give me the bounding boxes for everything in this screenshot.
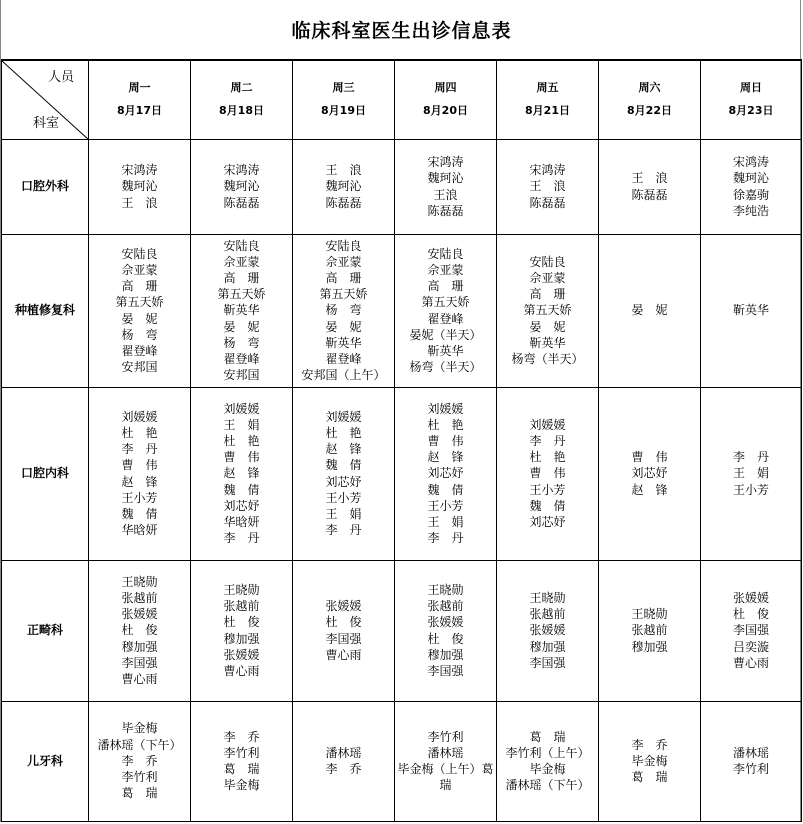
header-row: [2, 60, 802, 139]
schedule-cell: 宋鸿涛 王 浪 陈磊磊: [497, 139, 599, 234]
day-date: 8月21日: [525, 104, 570, 118]
day-header: [395, 60, 497, 139]
day-name: 周日: [740, 81, 762, 95]
department-label: 正畸科: [2, 560, 89, 701]
schedule-cell: 刘媛媛 李 丹 杜 艳 曹 伟 王小芳 魏 倩 刘芯妤: [497, 387, 599, 560]
schedule-cell: 安陆良 佘亚蒙 高 珊 第五天娇 杨 弯 晏 妮 靳英华 翟登峰 安邦国（上午）: [293, 234, 395, 387]
day-name: 周二: [230, 81, 253, 95]
schedule-cell: 李 丹 王 娟 王小芳: [701, 387, 802, 560]
department-label: 种植修复科: [2, 234, 89, 387]
corner-department-label: 科室: [33, 116, 60, 132]
dept-row-oral-medicine: [2, 387, 802, 560]
schedule-cell: 李竹利 潘林瑶 毕金梅（上午）葛 瑞: [395, 701, 497, 821]
day-name: 周四: [434, 81, 457, 95]
schedule-cell: 李 乔 李竹利 葛 瑞 毕金梅: [191, 701, 293, 821]
day-header: [497, 60, 599, 139]
corner-cell: [2, 60, 89, 139]
schedule-cell: 刘媛媛 杜 艳 李 丹 曹 伟 赵 锋 王小芳 魏 倩 华晗妍: [89, 387, 191, 560]
day-date: 8月18日: [219, 104, 264, 118]
schedule-cell: 晏 妮: [599, 234, 701, 387]
schedule-cell: 曹 伟 刘芯妤 赵 锋: [599, 387, 701, 560]
day-header: [191, 60, 293, 139]
schedule-cell: 安陆良 佘亚蒙 高 珊 第五天娇 翟登峰 晏妮（半天） 靳英华 杨弯（半天）: [395, 234, 497, 387]
schedule-cell: 王晓勋 张越前 张媛媛 杜 俊 穆加强 李国强: [395, 560, 497, 701]
schedule-cell: 毕金梅 潘林瑶（下午） 李 乔 李竹利 葛 瑞: [89, 701, 191, 821]
schedule-cell: 王晓勋 张越前 穆加强: [599, 560, 701, 701]
corner-person-label: 人员: [47, 70, 74, 85]
dept-row-pediatric-dentistry: [2, 701, 802, 821]
schedule-cell: 张媛媛 杜 俊 李国强 曹心雨: [293, 560, 395, 701]
schedule-cell: 刘媛媛 杜 艳 曹 伟 赵 锋 刘芯妤 魏 倩 王小芳 王 娟 李 丹: [395, 387, 497, 560]
day-header: [599, 60, 701, 139]
day-date: 8月20日: [423, 104, 468, 118]
day-header: [701, 60, 802, 139]
day-header: [89, 60, 191, 139]
dept-row-implant-prosthodontics: [2, 234, 802, 387]
schedule-cell: 张媛媛 杜 俊 李国强 吕奕漩 曹心雨: [701, 560, 802, 701]
day-date: 8月22日: [627, 104, 672, 118]
schedule-table: [1, 59, 802, 822]
schedule-cell: 刘媛媛 杜 艳 赵 锋 魏 倩 刘芯妤 王小芳 王 娟 李 丹: [293, 387, 395, 560]
day-name: 周一: [128, 81, 151, 95]
schedule-cell: 安陆良 佘亚蒙 高 珊 第五天娇 晏 妮 杨 弯 翟登峰 安邦国: [89, 234, 191, 387]
schedule-cell: 潘林瑶 李竹利: [701, 701, 802, 821]
day-header: [293, 60, 395, 139]
day-name: 周三: [332, 81, 355, 95]
day-date: 8月23日: [728, 104, 774, 118]
dept-row-oral-surgery: [2, 139, 802, 234]
department-label: 口腔内科: [2, 387, 89, 560]
schedule-cell: 宋鸿涛 魏珂沁 王 浪: [89, 139, 191, 234]
dept-row-orthodontics: [2, 560, 802, 701]
schedule-cell: 葛 瑞 李竹利（上午） 毕金梅 潘林瑶（下午）: [497, 701, 599, 821]
schedule-cell: 潘林瑶 李 乔: [293, 701, 395, 821]
schedule-cell: 李 乔 毕金梅 葛 瑞: [599, 701, 701, 821]
schedule-cell: 宋鸿涛 魏珂沁 王浪 陈磊磊: [395, 139, 497, 234]
day-date: 8月19日: [321, 104, 366, 118]
schedule-cell: 靳英华: [701, 234, 802, 387]
day-name: 周五: [536, 81, 559, 95]
schedule-cell: 王晓勋 张越前 张媛媛 杜 俊 穆加强 李国强 曹心雨: [89, 560, 191, 701]
department-label: 口腔外科: [2, 139, 89, 234]
schedule-cell: 王晓勋 张越前 张媛媛 穆加强 李国强: [497, 560, 599, 701]
schedule-cell: 安陆良 佘亚蒙 高 珊 第五天娇 靳英华 晏 妮 杨 弯 翟登峰 安邦国: [191, 234, 293, 387]
schedule-cell: 王 浪 魏珂沁 陈磊磊: [293, 139, 395, 234]
schedule-cell: 宋鸿涛 魏珂沁 陈磊磊: [191, 139, 293, 234]
schedule-cell: 刘媛媛 王 娟 杜 艳 曹 伟 赵 锋 魏 倩 刘芯妤 华晗妍 李 丹: [191, 387, 293, 560]
schedule-cell: 安陆良 佘亚蒙 高 珊 第五天娇 晏 妮 靳英华 杨弯（半天）: [497, 234, 599, 387]
department-label: 儿牙科: [2, 701, 89, 821]
schedule-cell: 宋鸿涛 魏珂沁 徐嘉驹 李纯浩: [701, 139, 802, 234]
schedule-cell: 王晓勋 张越前 杜 俊 穆加强 张媛媛 曹心雨: [191, 560, 293, 701]
day-name: 周六: [638, 81, 661, 95]
day-date: 8月17日: [117, 104, 162, 118]
page-title: 临床科室医生出诊信息表: [291, 19, 512, 42]
schedule-cell: 王 浪 陈磊磊: [599, 139, 701, 234]
